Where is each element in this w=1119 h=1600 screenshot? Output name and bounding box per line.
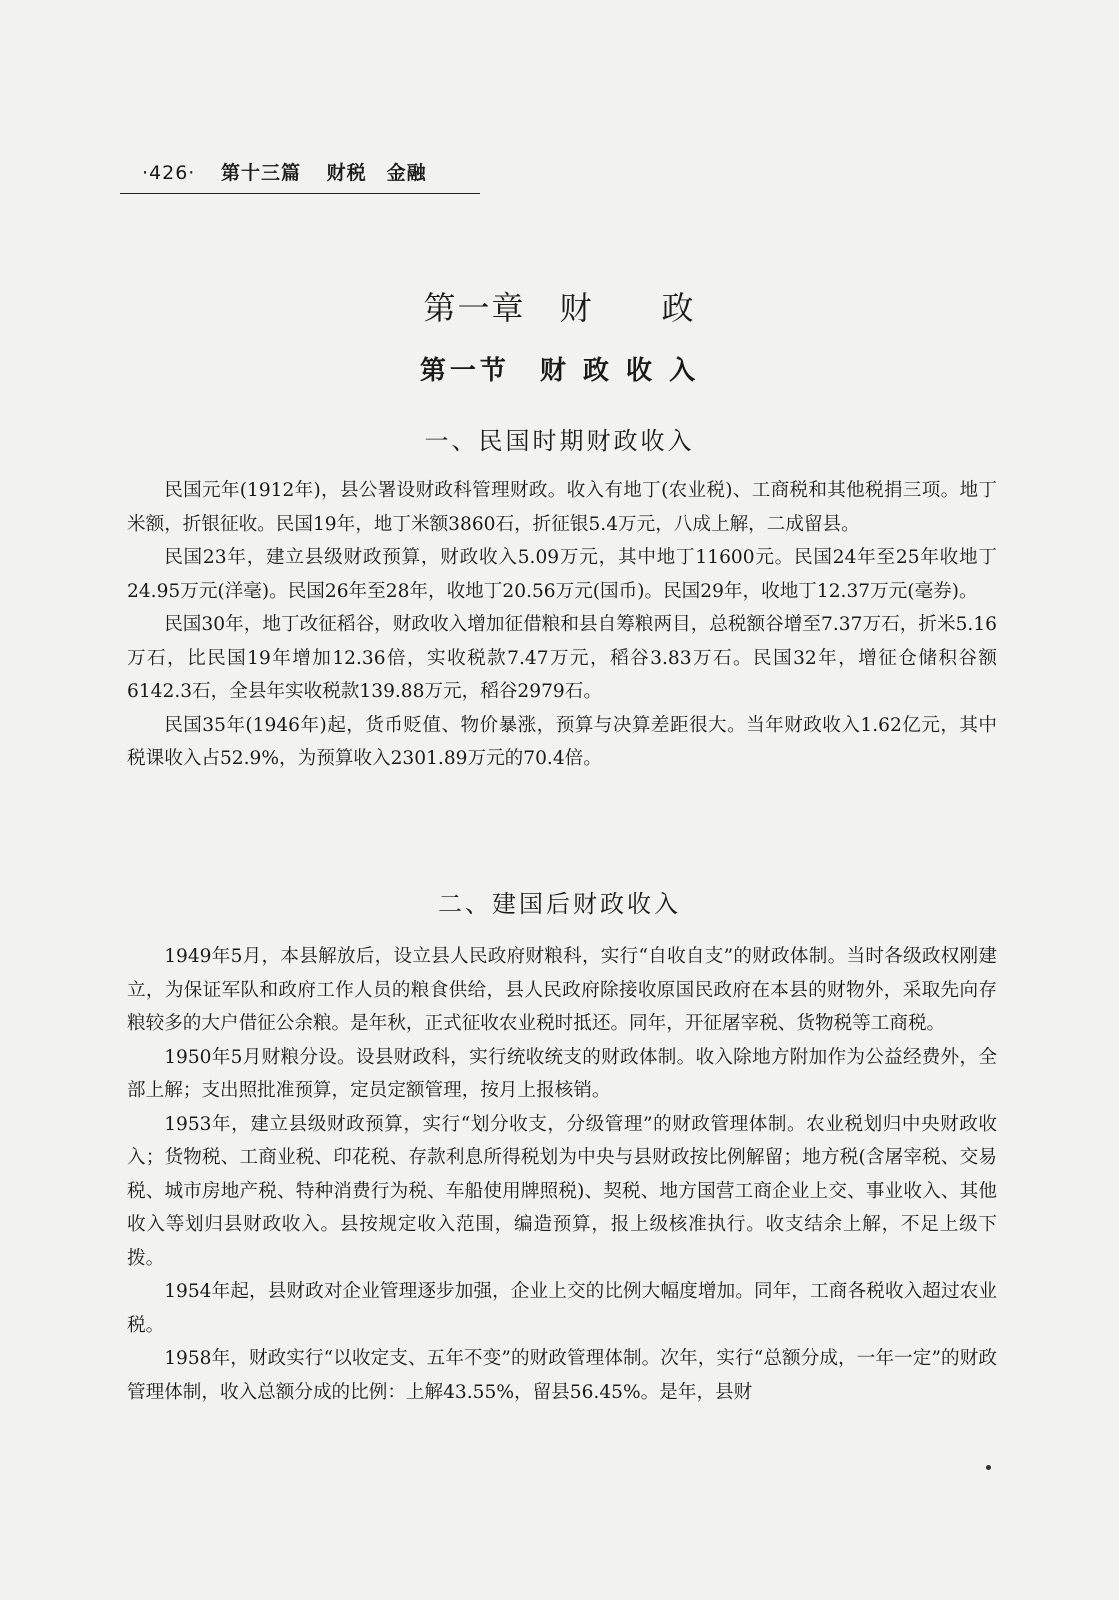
running-header — [142, 158, 427, 185]
subsection-body-2 — [127, 940, 997, 1409]
page-number: ·426· — [142, 162, 196, 184]
paragraph: 民国23年，建立县级财政预算，财政收入5.09万元，其中地丁11600元。民国24年至25年收地丁24.95万元(洋毫)。民国26年至28年，收地丁20.56万元(国币)。民国29年，收地丁12.37万元(毫券)。 — [127, 547, 997, 602]
paragraph: 1958年，财政实行“以收定支、五年不变”的财政管理体制。次年，实行“总额分成，一年一定”的财政管理体制，收入总额分成的比例：上解43.55%，留县56.45%。是年，县财 — [127, 1348, 997, 1403]
paragraph: 1954年起，县财政对企业管理逐步加强，企业上交的比例大幅度增加。同年，工商各税收入超过农业税。 — [127, 1281, 997, 1336]
part-subject: 财税 金融 — [326, 162, 427, 184]
paragraph: 1949年5月，本县解放后，设立县人民政府财粮科，实行“自收自支”的财政体制。当时各级政权刚建立，为保证军队和政府工作人员的粮食供给，县人民政府除接收原国民政府在本县的财物外，采取先向存粮较多的大户借征公余粮。是年秋，正式征收农业税时抵还。同年，开征屠宰税、货物税等工商税。 — [127, 946, 997, 1034]
header-rule — [120, 193, 480, 194]
paragraph: 1953年，建立县级财政预算，实行“划分收支，分级管理”的财政管理体制。农业税划归中央财政收入；货物税、工商业税、印花税、存款利息所得税划为中央与县财政按比例解留；地方税(含屠宰税、交易税、城市房地产税、特种消费行为税、车船使用牌照税)、契税、地方国营工商企业上交、事业收入、其他收入等划归县财政收入。县按规定收入范围，编造预算，报上级核准执行。收支结余上解，不足上级下拨。 — [127, 1113, 997, 1269]
part-title: 第十三篇 — [220, 162, 301, 184]
chapter-title: 第一章 财 政 — [423, 289, 696, 327]
subsection-title-2: 二、建国后财政收入 — [438, 890, 681, 918]
section-title: 第一节 财 政 收 入 — [419, 356, 700, 386]
paragraph: 民国元年(1912年)，县公署设财政科管理财政。收入有地丁(农业税)、工商税和其他税捐三项。地丁米额，折银征收。民国19年，地丁米额3860石，折征银5.4万元，八成上解，二成留县。 — [127, 480, 997, 535]
paragraph: 民国35年(1946年)起，货币贬值、物价暴涨，预算与决算差距很大。当年财政收入1.62亿元，其中税课收入占52.9%，为预算收入2301.89万元的70.4倍。 — [127, 714, 997, 769]
paragraph: 民国30年，地丁改征稻谷，财政收入增加征借粮和县自筹粮两目，总税额谷增至7.37万石，折米5.16万石，比民国19年增加12.36倍，实收税款7.47万元，稻谷3.83万石。民国32年，增征仓储积谷额6142.3石，全县年实收税款139.88万元，稻谷2979石。 — [127, 614, 997, 702]
scan-speck — [986, 1465, 991, 1470]
subsection-body-1 — [127, 474, 997, 776]
subsection-title-1: 一、民国时期财政收入 — [424, 427, 695, 455]
paragraph: 1950年5月财粮分设。设县财政科，实行统收统支的财政体制。收入除地方附加作为公益经费外，全部上解；支出照批准预算，定员定额管理，按月上报核销。 — [127, 1046, 997, 1101]
